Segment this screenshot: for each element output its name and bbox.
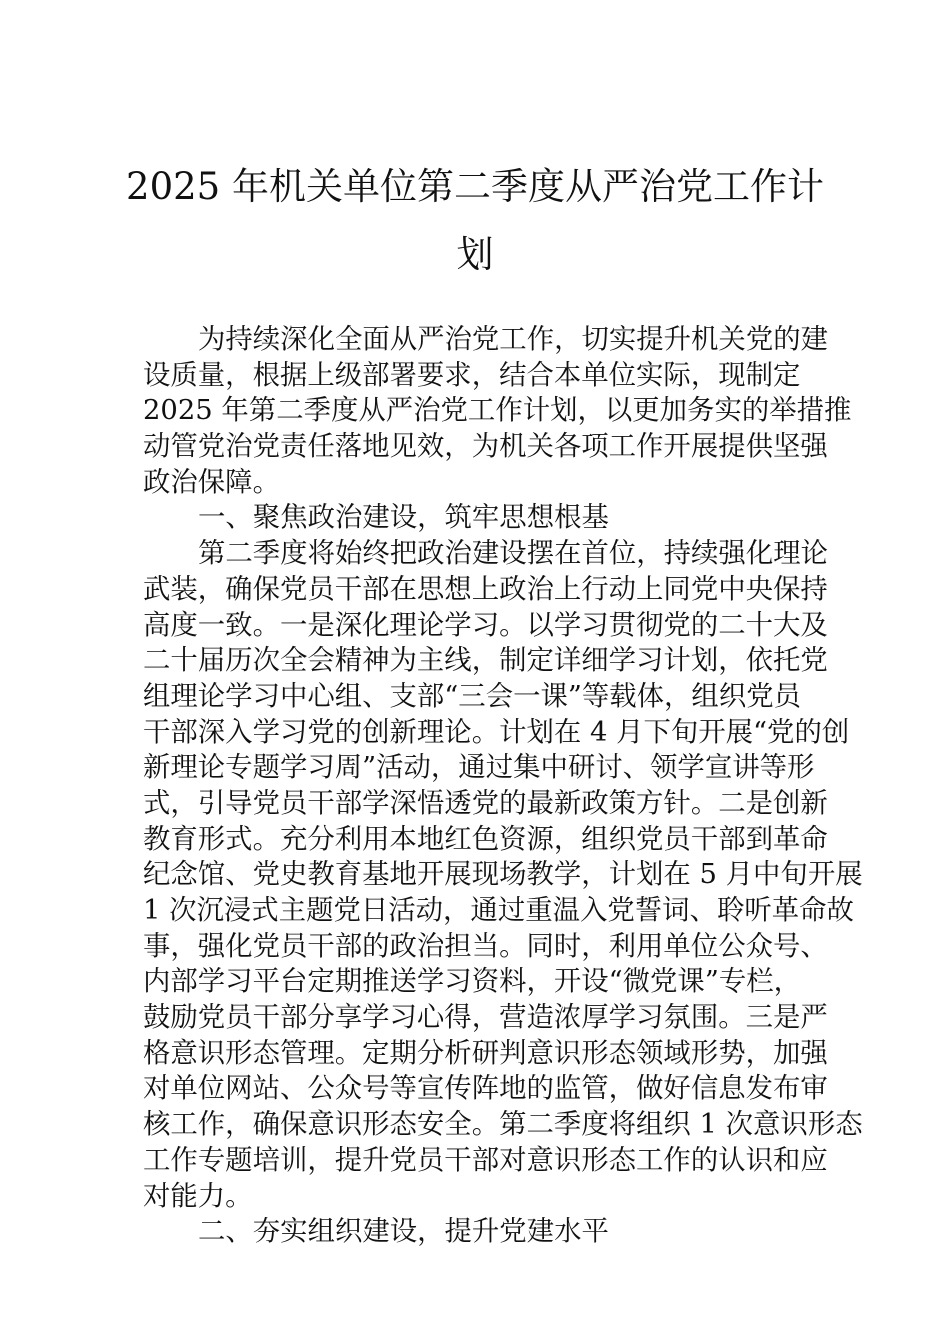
- paragraph-section-1-line: 鼓励党员干部分享学习心得，营造浓厚学习氛围。三是严: [143, 1002, 828, 1034]
- paragraph-section-1-line: 纪念馆、党史教育基地开展现场教学，计划在 5 月中旬开展: [143, 859, 863, 891]
- paragraph-section-1-line: 格意识形态管理。定期分析研判意识形态领域形势，加强: [143, 1037, 828, 1069]
- section-heading-1: 一、聚焦政治建设，筑牢思想根基: [198, 502, 609, 534]
- paragraph-section-1-line: 第二季度将始终把政治建设摆在首位，持续强化理论: [198, 538, 828, 570]
- paragraph-section-1-line: 武装，确保党员干部在思想上政治上行动上同党中央保持: [143, 573, 828, 605]
- paragraph-intro-line: 2025 年第二季度从严治党工作计划，以更加务实的举措推: [143, 395, 852, 427]
- paragraph-intro-line: 政治保障。: [143, 466, 280, 498]
- paragraph-section-1-line: 教育形式。充分利用本地红色资源，组织党员干部到革命: [143, 823, 828, 855]
- paragraph-section-1-line: 式，引导党员干部学深悟透党的最新政策方针。二是创新: [143, 787, 828, 819]
- paragraph-intro-line: 动管党治党责任落地见效，为机关各项工作开展提供坚强: [143, 431, 828, 463]
- paragraph-section-1-line: 核工作，确保意识形态安全。第二季度将组织 1 次意识形态: [143, 1109, 863, 1141]
- paragraph-section-1-line: 工作专题培训，提升党员干部对意识形态工作的认识和应: [143, 1144, 828, 1176]
- document-title-line-1: 2025 年机关单位第二季度从严治党工作计: [126, 165, 824, 208]
- paragraph-section-1-line: 对单位网站、公众号等宣传阵地的监管，做好信息发布审: [143, 1073, 828, 1105]
- document-body: [143, 322, 863, 1250]
- paragraph-section-1-line: 新理论专题学习周”活动，通过集中研讨、领学宣讲等形: [143, 752, 815, 784]
- section-heading-2: 二、夯实组织建设，提升党建水平: [198, 1216, 609, 1248]
- paragraph-section-1-line: 高度一致。一是深化理论学习。以学习贯彻党的二十大及: [143, 609, 828, 641]
- paragraph-section-1-line: 二十届历次全会精神为主线，制定详细学习计划，依托党: [143, 645, 828, 677]
- paragraph-intro-line: 为持续深化全面从严治党工作，切实提升机关党的建: [198, 324, 828, 355]
- paragraph-section-1-line: 组理论学习中心组、支部“三会一课”等载体，组织党员: [143, 680, 801, 712]
- paragraph-section-1-line: 内部学习平台定期推送学习资料，开设“微党课”专栏，: [143, 966, 801, 998]
- paragraph-section-1-line: 对能力。: [143, 1180, 253, 1212]
- document-title-line-2: 划: [456, 233, 494, 276]
- paragraph-section-1-line: 1 次沉浸式主题党日活动，通过重温入党誓词、聆听革命故: [143, 895, 854, 926]
- paragraph-section-1-line: 干部深入学习党的创新理论。计划在 4 月下旬开展“党的创: [143, 716, 850, 748]
- paragraph-section-1-line: 事，强化党员干部的政治担当。同时，利用单位公众号、: [143, 930, 828, 962]
- paragraph-intro-line: 设质量，根据上级部署要求，结合本单位实际，现制定: [143, 359, 801, 391]
